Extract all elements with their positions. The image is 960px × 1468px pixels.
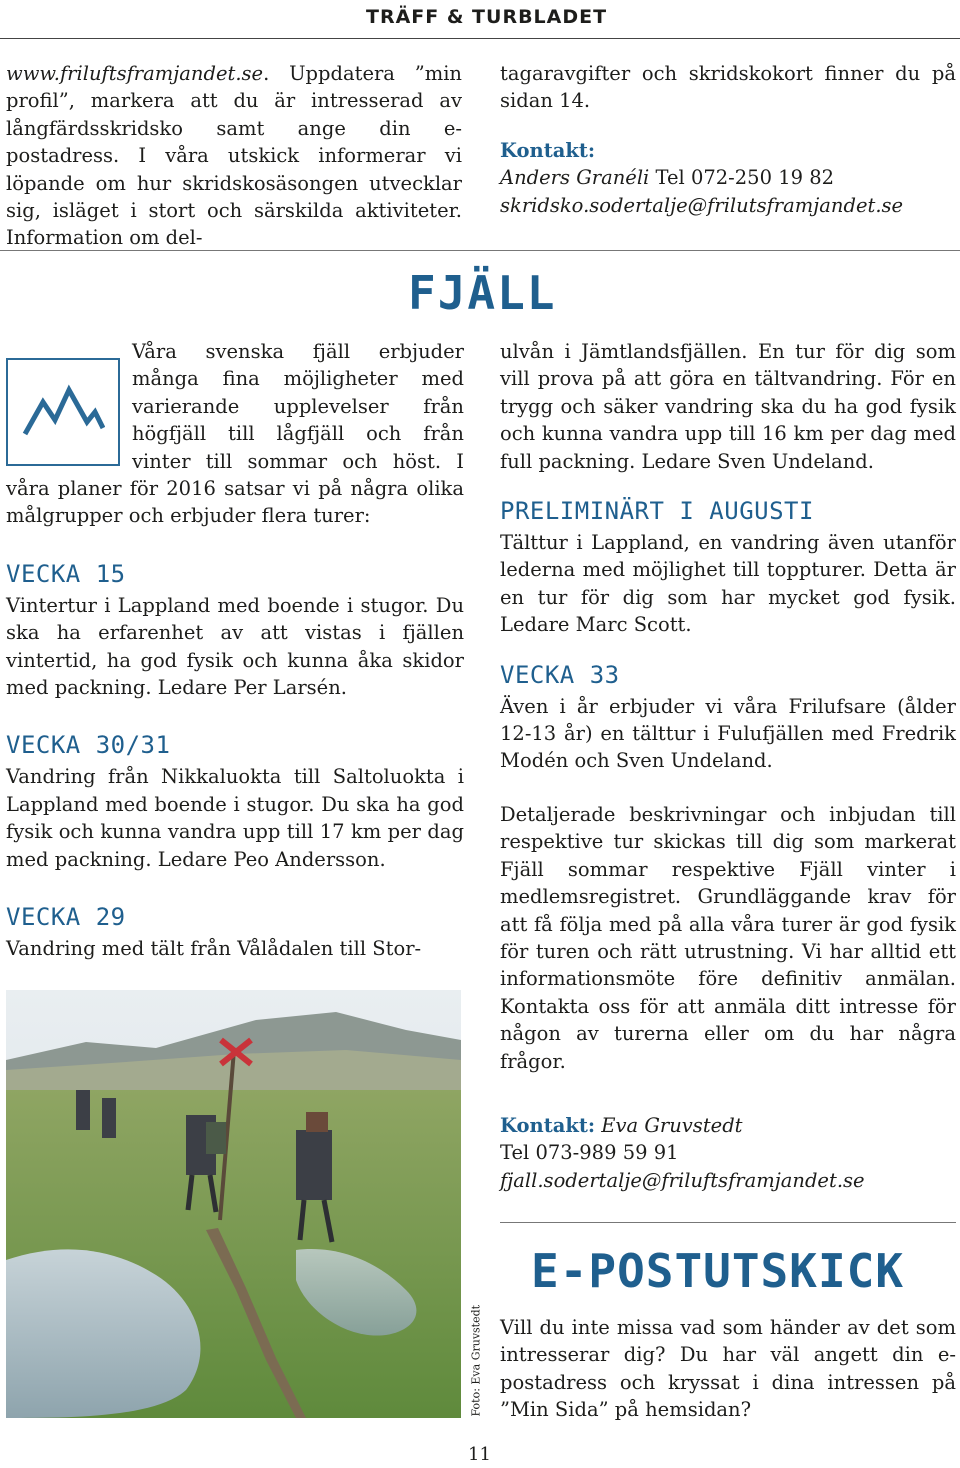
skridsko-contact	[500, 137, 956, 219]
vecka15-heading: VECKA 15	[6, 559, 126, 588]
contact-phone: Tel 072-250 19 82	[649, 166, 835, 190]
epost-divider	[500, 1222, 956, 1223]
intro-right-text: tagaravgifter och skridskokort finner du på sidan 14.	[500, 62, 956, 113]
contact-label: Kontakt:	[500, 138, 596, 162]
contact-label: Kontakt:	[500, 1114, 596, 1137]
vecka30-text: Vandring från Nikkaluokta till Saltoluokta i Lappland med boende i stugor. Du ska ha god fysik och kunna vandra upp till 17 km per dag med packning. Ledare Peo Andersson.	[6, 765, 464, 871]
vecka33-heading: VECKA 33	[500, 660, 620, 689]
intro-left-column	[6, 60, 462, 252]
fjall-right-column	[500, 338, 956, 1075]
epost-section	[500, 1314, 956, 1424]
header-divider	[0, 38, 960, 39]
vecka29-heading: VECKA 29	[6, 903, 126, 932]
contact-phone: Tel 073-989 59 91	[500, 1141, 679, 1165]
vecka33-text: Även i år erbjuder vi våra Frilufsare (ålder 12-13 år) en tälttur i Fulufjällen med Fredrik Modén och Sven Undeland.	[500, 694, 956, 773]
augusti-text: Tälttur i Lappland, en vandring även utanför lederna med möjlighet till toppturer. Detta är en tur för dig som har mycket god fysik. Ledare Marc Scott.	[500, 531, 956, 637]
vecka30-section	[6, 731, 464, 873]
contact-name: Anders Granéli	[500, 166, 650, 190]
fjall-contact	[500, 1112, 956, 1194]
vecka29-section	[6, 903, 464, 962]
contact-name: Eva Gruvstedt	[595, 1114, 743, 1137]
epost-text: Vill du inte missa vad som händer av det som intresserar dig? Du har väl angett din e-postadress och kryssat i dina intressen på ”Min Sida” på hemsidan?	[500, 1316, 956, 1422]
epost-title: E-POSTUTSKICK	[531, 1244, 905, 1298]
intro-paragraph	[6, 60, 462, 252]
vecka15-section	[6, 560, 464, 702]
publication-title: TRÄFF & TURBLADET	[366, 6, 608, 28]
augusti-section	[500, 497, 956, 639]
mountain-icon	[6, 358, 120, 466]
fjall-contact-block	[500, 1112, 956, 1194]
section-title: FJÄLL	[408, 266, 557, 320]
fjall-left-column	[6, 338, 464, 963]
vecka29-text-end: ulvån i Jämtlandsfjällen. En tur för dig som vill prova på att göra en tältvandring. För en trygg och säker vandring ska du ha god fysik och kunna vandra upp till 16 km per dag med full packning. Ledare Sven Undeland.	[500, 340, 956, 473]
photo-credit: Foto: Eva Gruvstedt	[469, 1304, 483, 1417]
vecka30-heading: VECKA 30/31	[6, 731, 171, 760]
vecka33-section	[500, 661, 956, 775]
vecka29-text-start: Vandring med tält från Vålådalen till Stor-	[6, 937, 422, 961]
page-number: 11	[468, 1444, 491, 1465]
intro-right-column	[500, 60, 956, 219]
vecka15-text: Vintertur i Lappland med boende i stugor. Du ska ha erfarenhet av att vistas i fjällen vintertid, ha god fysik och kunna åka skidor med packning. Ledare Per Larsén.	[6, 593, 464, 700]
website-link[interactable]: www.friluftsframjandet.se	[6, 62, 264, 85]
contact-email[interactable]: skridsko.sodertalje@frilutsframjandet.se	[500, 193, 904, 217]
intro-text: . Uppdatera ”min profil”, markera att du är intresserad av långfärdsskridsko samt ange din e-postadress. I våra utskick informerar vi löpande om hur skridskosäsongen utvecklar sig, isläget i stort och särskilda aktiviteter. Information om del-	[6, 62, 462, 250]
contact-email[interactable]: fjall.sodertalje@friluftsframjandet.se	[500, 1168, 865, 1192]
fjall-intro: Våra svenska fjäll erbjuder många fina möjligheter med varierande upplevelser från högfjäll till lågfjäll och från vinter till sommar och höst. I våra planer för 2016 satsar vi på några olika målgrupper och erbjuder flera turer:	[6, 340, 464, 528]
details-paragraph: Detaljerade beskrivningar och inbjudan till respektive tur skickas till dig som markerat Fjäll sommar respektive Fjäll vinter i medlemsregistret. Grundläggande krav för att få följa med på alla våra turer är god fysik för turen och rätt utrustning. Vi har alltid ett informationsmöte före definitiv anmälan. Kontakta oss för att anmäla ditt intresse för någon av turerna eller om du har några frågor.	[500, 802, 956, 1073]
section-divider	[0, 250, 960, 251]
augusti-heading: PRELIMINÄRT I AUGUSTI	[500, 497, 814, 526]
hiking-photo	[6, 990, 461, 1418]
